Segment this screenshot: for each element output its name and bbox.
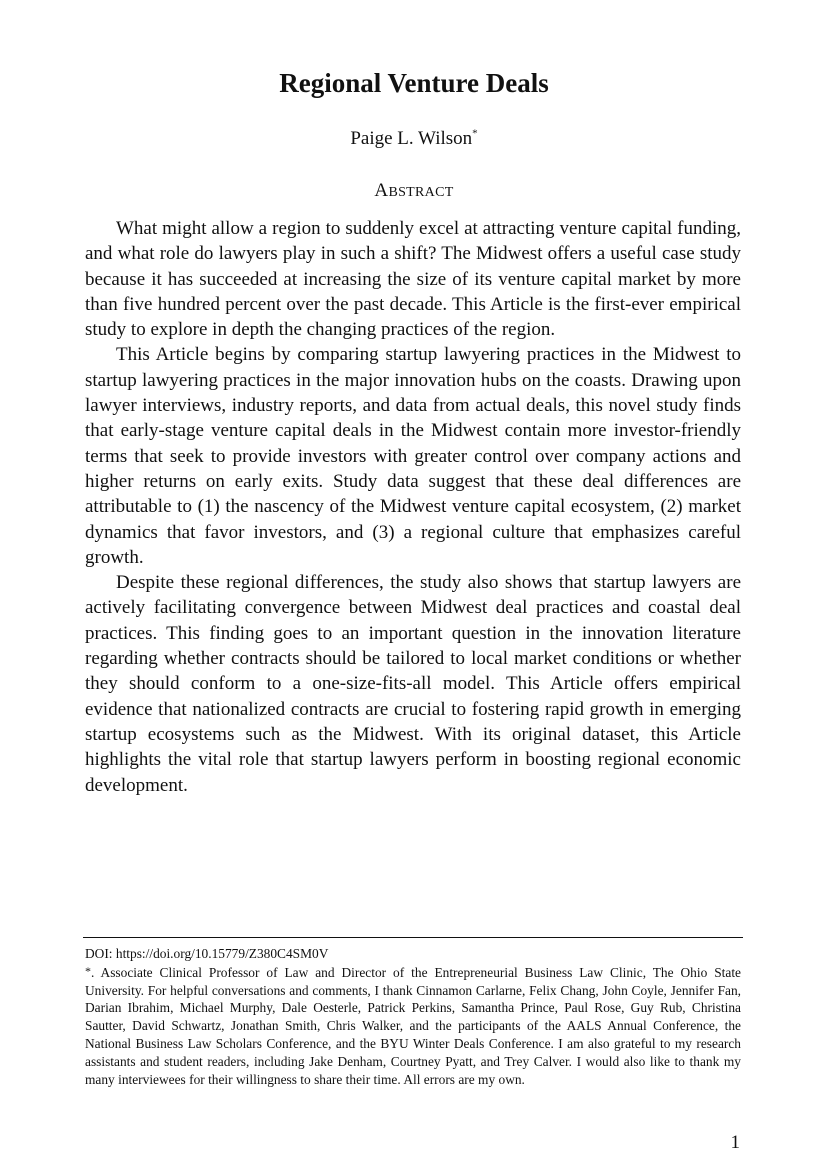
article-title: Regional Venture Deals xyxy=(279,68,549,98)
author-footnote-mark: * xyxy=(85,963,91,978)
abstract-paragraph-2: This Article begins by comparing startup lawyering practices in the Midwest to startup lawyering practices in the major innovation hubs on the coasts. Drawing upon lawyer interviews, industry reports, and data from actual deals, this novel study finds that early-stage venture capital deals in the Midwest contain more investor-friendly terms that seek to provide investors with greater control over company actions and higher returns on early exits. Study data suggest that these deal differences are attributable to (1) the nascency of the Midwest venture capital ecosystem, (2) market dynamics that favor investors, and (3) a regional culture that emphasizes careful growth. xyxy=(85,344,741,568)
footnotes-section xyxy=(85,945,741,1088)
author-name: Paige L. Wilson xyxy=(350,128,473,149)
footnote-separator xyxy=(83,937,743,938)
author-footnote-text: . Associate Clinical Professor of Law and Director of the Entrepreneurial Business Law Clinic, The Ohio State University. For helpful conversations and comments, I thank Cinnamon Carlarne, Felix Chang, John Coyle, Jennifer Fan, Darian Ibrahim, Michael Murphy, Dale Oesterle, Patrick Perkins, Samantha Prince, Paul Rose, Guy Rub, Christina Sautter, David Schwartz, Jonathan Smith, Chris Walker, and the participants of the AALS Annual Conference, the National Business Law Scholars Conference, and the BYU Winter Deals Conference. I am also grateful to my research assistants and student readers, including Jake Denham, Courtney Pyatt, and Trey Calver. I would also like to thank my many interviewees for their willingness to share their time. All errors are my own. xyxy=(85,964,741,1087)
abstract-heading-rest: BSTRACT xyxy=(388,185,454,200)
page-number: 1 xyxy=(730,1132,740,1153)
abstract-paragraph-1: What might allow a region to suddenly excel at attracting venture capital funding, and what role do lawyers play in such a shift? The Midwest offers a useful case study because it has succeeded at increasing the size of its venture capital market by more than five hundred percent over the past decade. This Article is the first-ever empirical study to explore in depth the changing practices of the region. xyxy=(85,218,741,341)
author-footnote-marker[interactable]: * xyxy=(472,127,478,140)
abstract-body xyxy=(85,216,741,798)
doi-line[interactable]: DOI: https://doi.org/10.15779/Z380C4SM0V xyxy=(85,946,329,961)
abstract-heading xyxy=(0,179,828,205)
author-footnote xyxy=(85,963,741,1089)
author-line xyxy=(0,126,828,152)
abstract-paragraph-3: Despite these regional differences, the study also shows that startup lawyers are actively facilitating convergence between Midwest deal practices and coastal deal practices. This finding goes to an important question in the innovation literature regarding whether contracts should be tailored to local market conditions or whether they should conform to a one-size-fits-all model. This Article offers empirical evidence that nationalized contracts are crucial to fostering rapid growth in emerging startup ecosystems such as the Midwest. With its original dataset, this Article highlights the vital role that startup lawyers perform in boosting regional economic development. xyxy=(85,572,741,796)
abstract-heading-initial: A xyxy=(374,180,389,201)
